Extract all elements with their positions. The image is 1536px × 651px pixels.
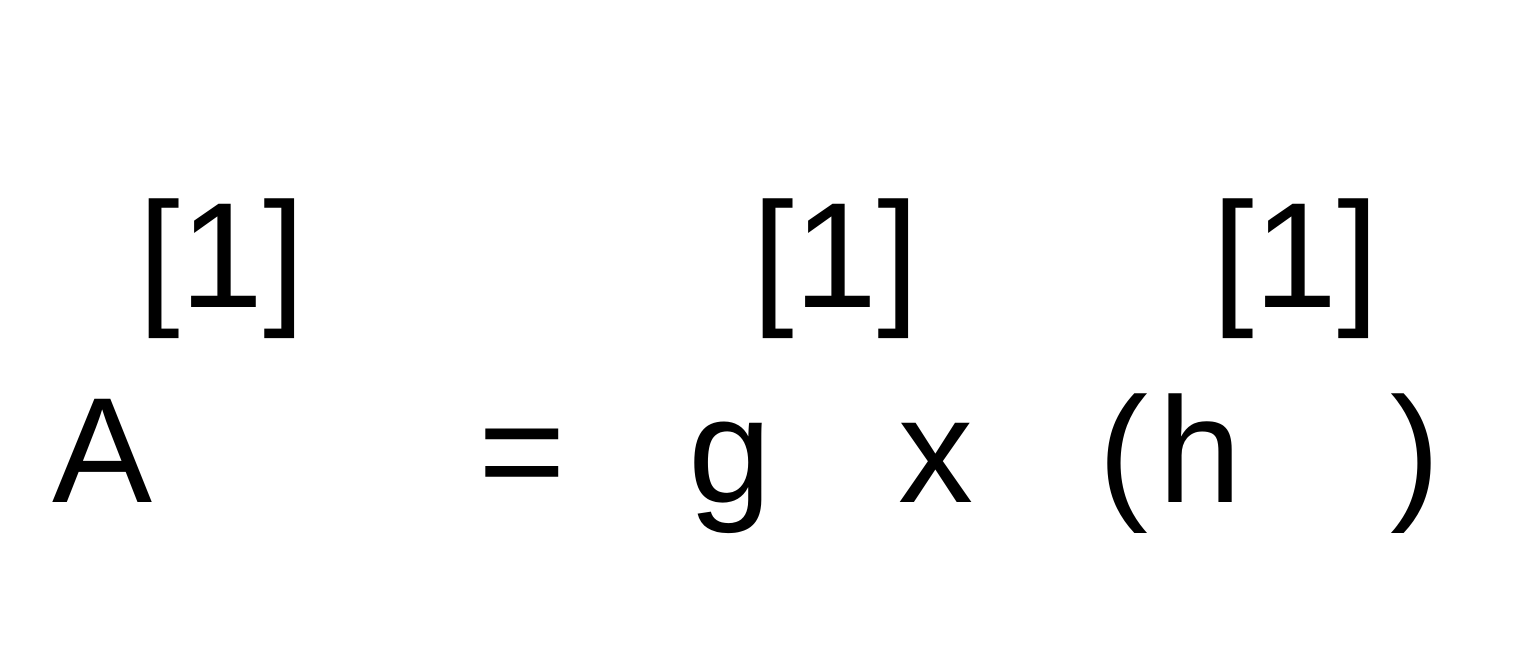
superscript-a: [1]	[138, 171, 305, 339]
superscript-g: [1]	[752, 171, 919, 339]
equals-sign: =	[478, 366, 566, 534]
variable-a: A	[52, 366, 153, 534]
times-sign: x	[898, 366, 973, 534]
variable-h: h	[1158, 366, 1242, 534]
superscript-h: [1]	[1212, 171, 1379, 339]
close-paren: )	[1390, 366, 1440, 534]
variable-g: g	[688, 366, 772, 534]
open-paren: (	[1098, 366, 1148, 534]
